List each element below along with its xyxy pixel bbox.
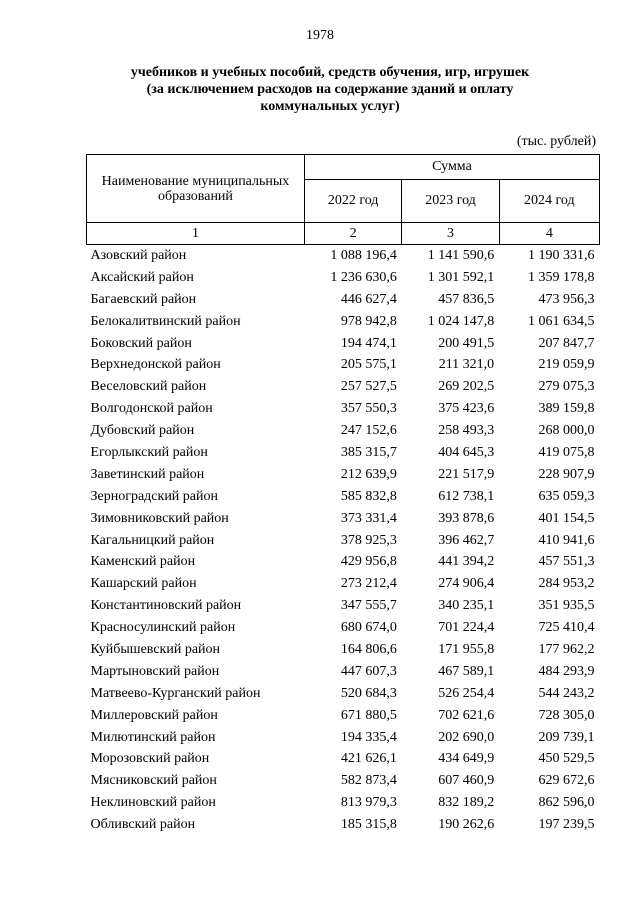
- municipality-name: Милютинский район: [90, 729, 216, 745]
- sum-2024: 228 907,9: [538, 466, 595, 482]
- table-row: [87, 311, 600, 333]
- sum-2022: 520 684,3: [340, 685, 397, 701]
- table-row: [87, 464, 600, 486]
- header-year-2023: 2023 год: [402, 180, 499, 223]
- table-row: [87, 595, 600, 617]
- sum-2022: 273 212,4: [340, 576, 397, 592]
- sum-2023: 1 024 147,8: [427, 313, 495, 329]
- municipality-name: Заветинский район: [90, 466, 205, 482]
- table-row: [87, 639, 600, 661]
- sum-2023: 457 836,5: [438, 291, 495, 307]
- table-row: [87, 289, 600, 311]
- sum-2023: 1 301 592,1: [427, 269, 495, 285]
- sum-2024: 207 847,7: [538, 335, 595, 351]
- sum-2023: 441 394,2: [438, 554, 495, 570]
- municipality-name: Каменский район: [90, 554, 196, 570]
- heading-line: коммунальных услуг): [260, 99, 400, 114]
- heading-line: учебников и учебных пособий, средств обучения, игр, игрушек: [130, 65, 530, 80]
- sum-2022: 1 088 196,4: [330, 247, 397, 263]
- sum-2022: 429 956,8: [340, 554, 397, 570]
- table-row: [87, 748, 600, 770]
- heading-line: (за исключением расходов на содержание зданий и оплату: [146, 82, 514, 97]
- column-number: 4: [499, 223, 599, 245]
- sum-2023: 832 189,2: [438, 795, 495, 811]
- sum-2022: 421 626,1: [340, 751, 397, 767]
- table-row: [87, 376, 600, 398]
- sum-2024: 728 305,0: [538, 707, 595, 723]
- municipality-name: Зерноградский район: [90, 488, 218, 504]
- sum-2023: 404 645,3: [438, 444, 495, 460]
- sum-2022: 582 873,4: [340, 773, 397, 789]
- sum-2024: 419 075,8: [538, 444, 595, 460]
- table-row: [87, 661, 600, 683]
- table-row: [87, 551, 600, 573]
- municipality-name: Кашарский район: [90, 576, 197, 592]
- sum-2024: 544 243,2: [538, 685, 595, 701]
- sum-2023: 375 423,6: [438, 401, 495, 417]
- sum-2022: 680 674,0: [340, 620, 397, 636]
- sum-2023: 467 589,1: [438, 663, 495, 679]
- sum-2023: 434 649,9: [438, 751, 495, 767]
- municipality-name: Егорлыкский район: [90, 444, 208, 460]
- column-number-row: [87, 223, 600, 245]
- table-row: [87, 792, 600, 814]
- municipality-name: Обливский район: [90, 817, 196, 833]
- sum-2023: 607 460,9: [438, 773, 495, 789]
- sum-2022: 357 550,3: [340, 401, 397, 417]
- municipality-name: Багаевский район: [90, 291, 197, 307]
- sum-2023: 393 878,6: [438, 510, 495, 526]
- sum-2024: 219 059,9: [538, 357, 595, 373]
- sum-2023: 190 262,6: [438, 817, 495, 833]
- sum-2024: 473 956,3: [538, 291, 595, 307]
- sum-2024: 410 941,6: [538, 532, 595, 548]
- table-row: [87, 530, 600, 552]
- municipality-name: Веселовский район: [90, 379, 207, 395]
- municipality-name: Мясниковский район: [90, 773, 217, 789]
- table-row: [87, 442, 600, 464]
- municipality-name: Волгодонской район: [90, 401, 213, 417]
- table-row: [87, 398, 600, 420]
- table-row: [87, 705, 600, 727]
- sum-2022: 978 942,8: [340, 313, 397, 329]
- table-row: [87, 617, 600, 639]
- sum-2022: 585 832,8: [340, 488, 397, 504]
- sum-2023: 526 254,4: [438, 685, 495, 701]
- municipality-name: Мартыновский район: [90, 663, 220, 679]
- sum-2022: 347 555,7: [340, 598, 397, 614]
- sum-2023: 702 621,6: [438, 707, 495, 723]
- column-number: 1: [87, 223, 305, 245]
- sum-2023: 612 738,1: [438, 488, 495, 504]
- sum-2022: 194 335,4: [340, 729, 397, 745]
- sum-2022: 373 331,4: [340, 510, 397, 526]
- municipality-name: Неклиновский район: [90, 795, 216, 811]
- municipality-name: Константиновский район: [90, 598, 242, 614]
- table-row: [87, 333, 600, 355]
- sum-2024: 457 551,3: [538, 554, 595, 570]
- sum-2024: 197 239,5: [538, 817, 595, 833]
- sum-2024: 1 359 178,8: [528, 269, 595, 285]
- municipality-name: Верхнедонской район: [90, 357, 221, 373]
- sum-2024: 389 159,8: [538, 401, 595, 417]
- units-note: (тыс. рублей): [516, 134, 596, 149]
- municipality-name: Морозовский район: [90, 751, 210, 767]
- sum-2024: 209 739,1: [538, 729, 595, 745]
- header-sum: Сумма: [304, 155, 599, 180]
- table-row: [87, 770, 600, 792]
- municipality-name: Дубовский район: [90, 423, 195, 439]
- table-row: [87, 683, 600, 705]
- sum-2024: 450 529,5: [538, 751, 595, 767]
- municipality-name: Зимовниковский район: [90, 510, 229, 526]
- section-heading: [90, 64, 570, 115]
- table-row: [87, 420, 600, 442]
- sum-2023: 701 224,4: [438, 620, 495, 636]
- table-row: [87, 727, 600, 749]
- municipality-name: Аксайский район: [90, 269, 194, 285]
- sum-2024: 279 075,3: [538, 379, 595, 395]
- sum-2024: 268 000,0: [538, 423, 595, 439]
- sum-2023: 202 690,0: [438, 729, 495, 745]
- column-number: 2: [304, 223, 401, 245]
- table-row: [87, 508, 600, 530]
- budget-table: [86, 154, 600, 836]
- sum-2024: 862 596,0: [538, 795, 595, 811]
- sum-2024: 284 953,2: [538, 576, 595, 592]
- municipality-name: Белокалитвинский район: [90, 313, 241, 329]
- sum-2024: 1 061 634,5: [528, 313, 595, 329]
- sum-2024: 635 059,3: [538, 488, 595, 504]
- table-body: [87, 245, 600, 837]
- sum-2022: 671 880,5: [340, 707, 397, 723]
- sum-2024: 401 154,5: [538, 510, 595, 526]
- sum-2023: 274 906,4: [438, 576, 495, 592]
- sum-2023: 396 462,7: [438, 532, 495, 548]
- sum-2022: 212 639,9: [340, 466, 397, 482]
- header-municipality: Наименование муниципальных образований: [87, 155, 305, 223]
- sum-2022: 446 627,4: [340, 291, 397, 307]
- table-row: [87, 245, 600, 267]
- municipality-name: Матвеево-Курганский район: [90, 685, 261, 701]
- sum-2022: 257 527,5: [340, 379, 397, 395]
- sum-2022: 378 925,3: [340, 532, 397, 548]
- sum-2022: 185 315,8: [340, 817, 397, 833]
- sum-2023: 1 141 590,6: [427, 247, 495, 263]
- municipality-name: Красносулинский район: [90, 620, 236, 636]
- table-row: [87, 267, 600, 289]
- sum-2022: 447 607,3: [340, 663, 397, 679]
- sum-2022: 194 474,1: [340, 335, 397, 351]
- sum-2023: 200 491,5: [438, 335, 495, 351]
- sum-2024: 725 410,4: [538, 620, 595, 636]
- municipality-name: Боковский район: [90, 335, 192, 351]
- sum-2023: 211 321,0: [438, 357, 495, 373]
- sum-2024: 1 190 331,6: [528, 247, 595, 263]
- column-number: 3: [402, 223, 499, 245]
- sum-2022: 1 236 630,6: [330, 269, 397, 285]
- sum-2023: 221 517,9: [438, 466, 495, 482]
- table-row: [87, 573, 600, 595]
- municipality-name: Миллеровский район: [90, 707, 218, 723]
- table-row: [87, 486, 600, 508]
- sum-2022: 205 575,1: [340, 357, 397, 373]
- municipality-name: Куйбышевский район: [90, 641, 221, 657]
- page-number: 1978: [306, 28, 334, 43]
- sum-2023: 171 955,8: [438, 641, 495, 657]
- sum-2023: 269 202,5: [438, 379, 495, 395]
- sum-2024: 629 672,6: [538, 773, 595, 789]
- header-year-2024: 2024 год: [499, 180, 599, 223]
- sum-2022: 385 315,7: [340, 444, 397, 460]
- sum-2023: 340 235,1: [438, 598, 495, 614]
- table-row: [87, 814, 600, 836]
- sum-2024: 484 293,9: [538, 663, 595, 679]
- sum-2023: 258 493,3: [438, 423, 495, 439]
- sum-2022: 247 152,6: [340, 423, 397, 439]
- municipality-name: Азовский район: [90, 247, 187, 263]
- header-year-2022: 2022 год: [304, 180, 401, 223]
- table-row: [87, 354, 600, 376]
- sum-2024: 177 962,2: [538, 641, 595, 657]
- sum-2024: 351 935,5: [538, 598, 595, 614]
- sum-2022: 813 979,3: [340, 795, 397, 811]
- sum-2022: 164 806,6: [340, 641, 397, 657]
- municipality-name: Кагальницкий район: [90, 532, 215, 548]
